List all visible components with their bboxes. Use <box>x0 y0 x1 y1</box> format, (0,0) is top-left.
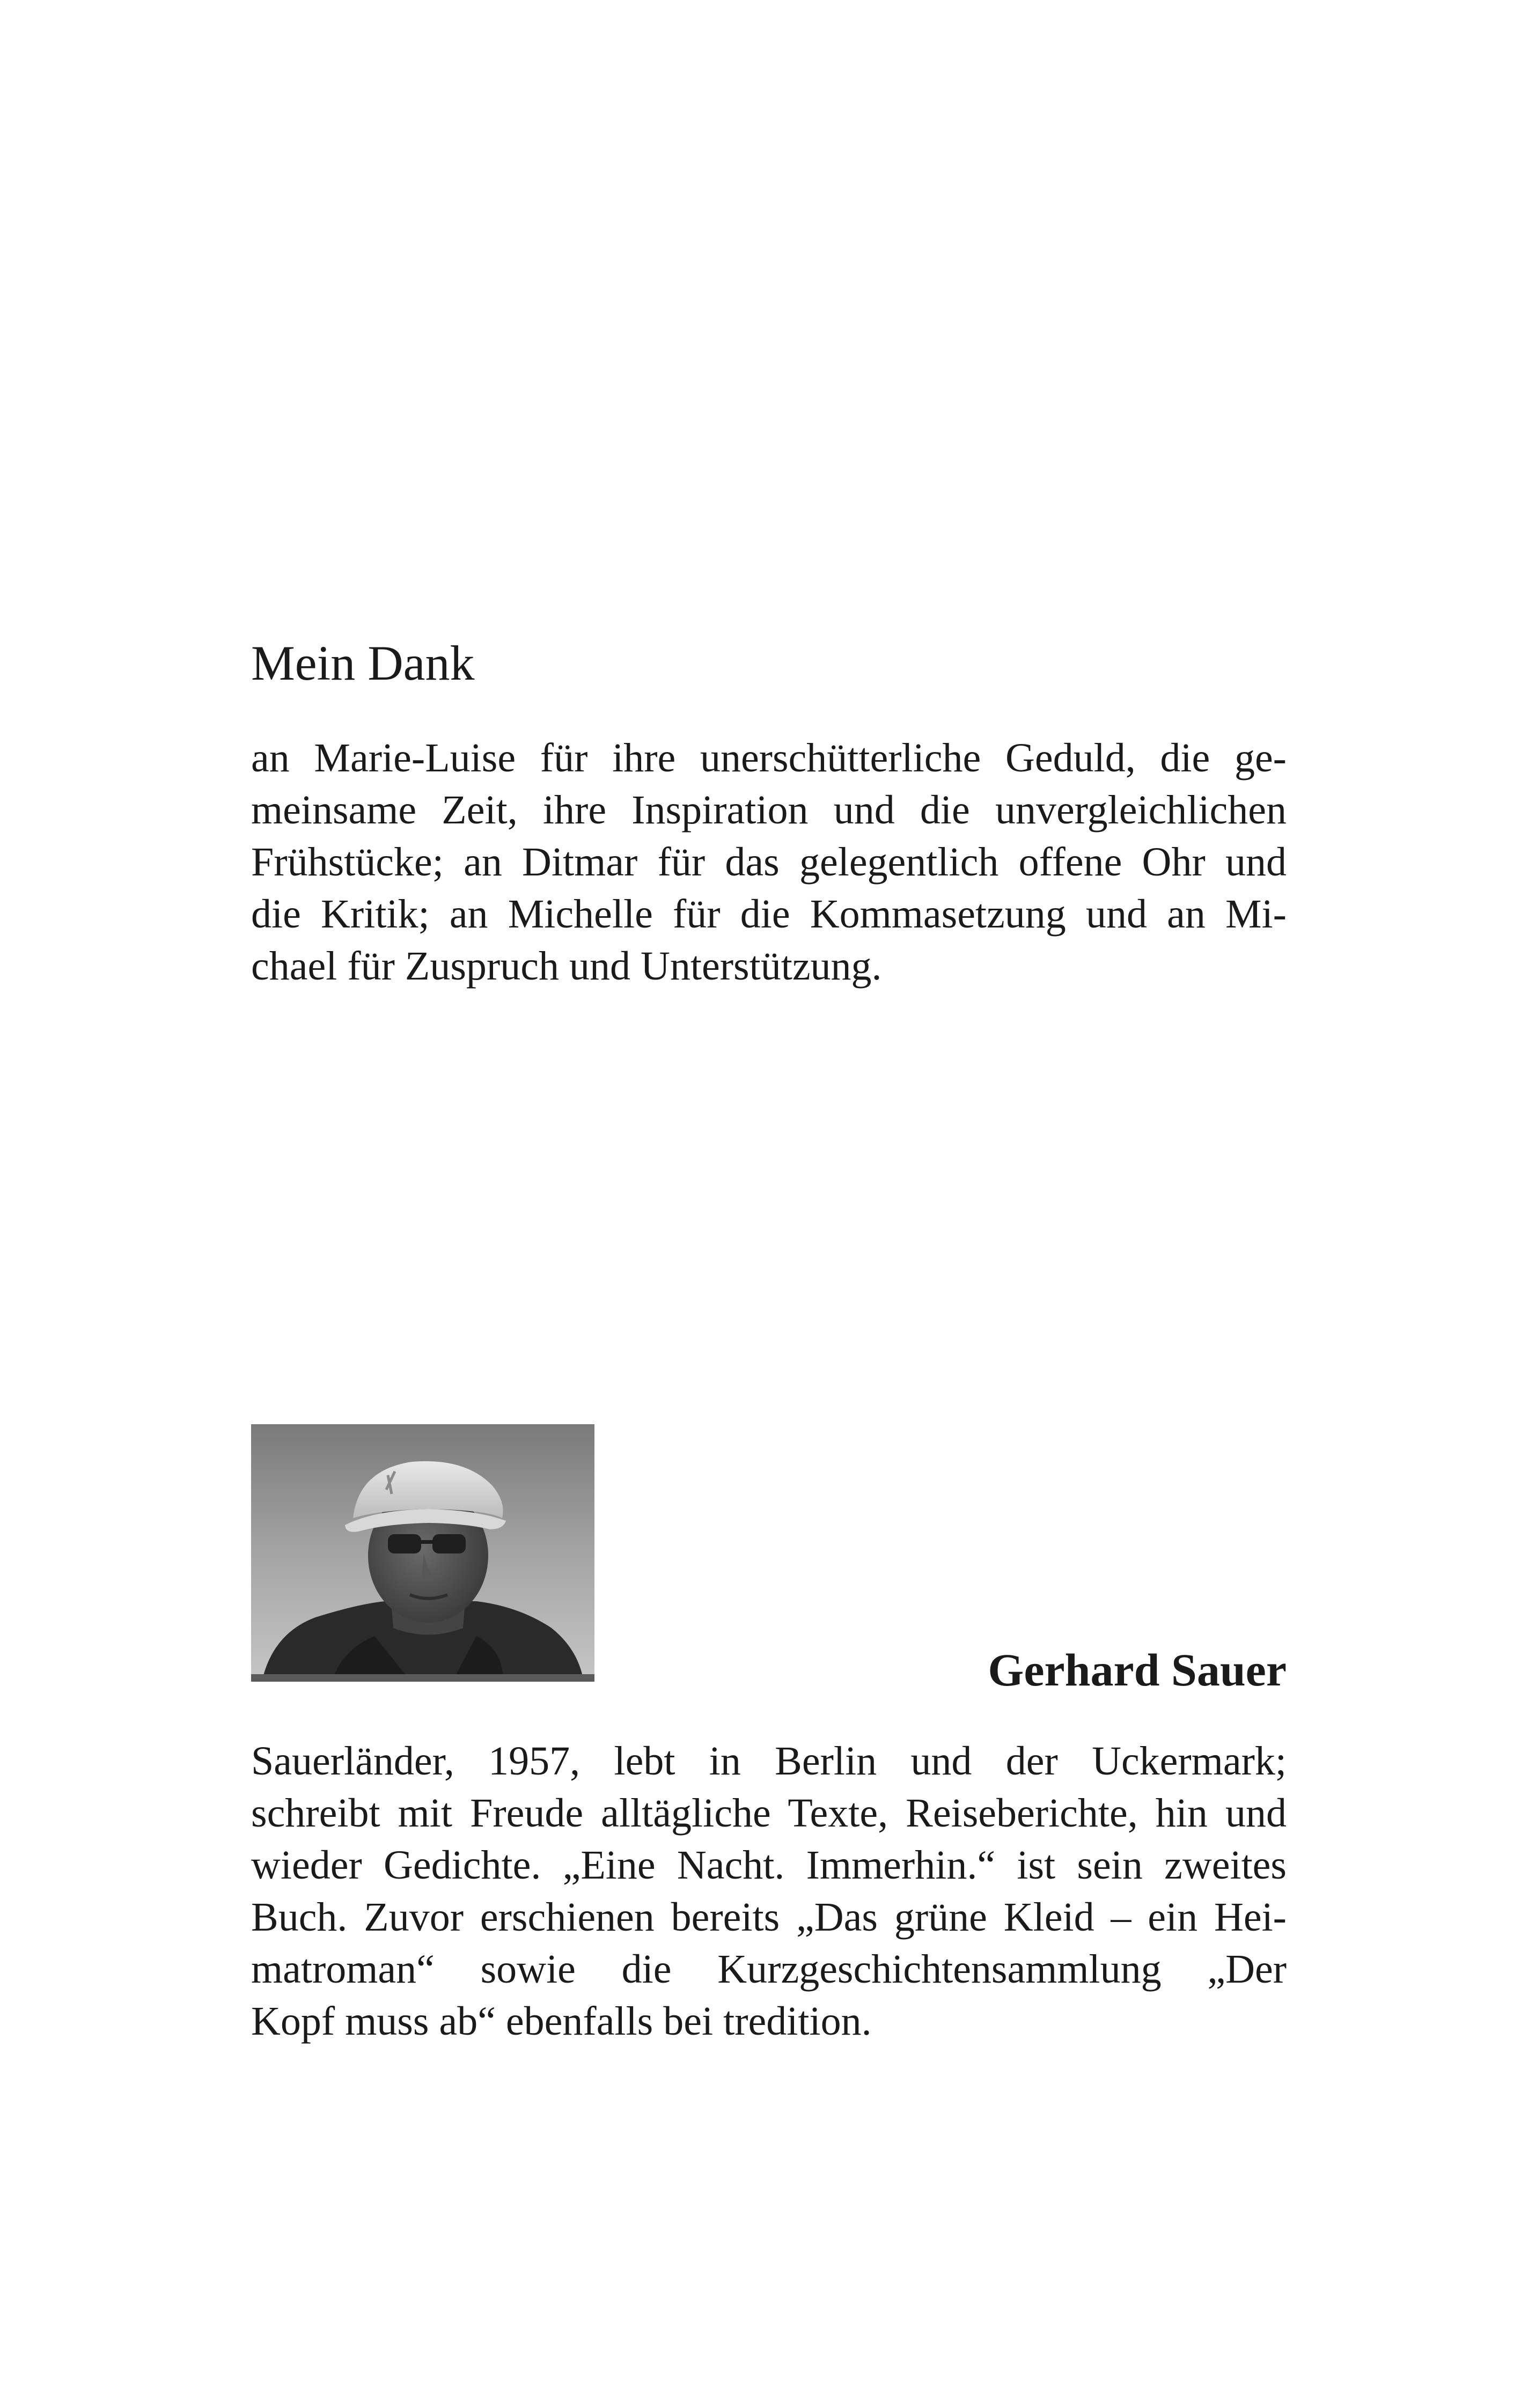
author-bio-line: Kopf muss ab“ ebenfalls bei tredition. <box>251 1999 872 2044</box>
author-portrait-photo <box>251 1424 594 1682</box>
acknowledgements-line: chael für Zuspruch und Unterstützung. <box>251 944 882 989</box>
acknowledgements-line: Frühstücke; an Ditmar für das gelegentlich offene Ohr und <box>251 840 1287 885</box>
author-bio-line: schreibt mit Freude alltägliche Texte, Reiseberichte, hin und <box>251 1791 1287 1836</box>
author-bio-line: wieder Gedichte. „Eine Nacht. Immerhin.“ ist sein zweites <box>251 1843 1287 1888</box>
author-bio-line: matroman“ sowie die Kurzgeschichtensammlung „Der <box>251 1947 1287 1992</box>
acknowledgements-line: an Marie-Luise für ihre unerschütterliche Geduld, die ge- <box>251 735 1287 780</box>
author-bio <box>251 1735 1287 2048</box>
author-bio-line: Sauerländer, 1957, lebt in Berlin und der Uckermark; <box>251 1739 1287 1784</box>
author-bio-line: Buch. Zuvor erschienen bereits „Das grüne Kleid – ein Hei- <box>251 1895 1287 1940</box>
acknowledgements-heading: Mein Dank <box>251 636 475 690</box>
acknowledgements-text <box>251 732 1287 992</box>
acknowledgements-line: die Kritik; an Michelle für die Kommasetzung und an Mi- <box>251 892 1287 937</box>
author-name: Gerhard Sauer <box>988 1644 1287 1696</box>
author-portrait-icon <box>251 1424 594 1682</box>
acknowledgements-line: meinsame Zeit, ihre Inspiration und die unvergleichlichen <box>251 787 1287 833</box>
